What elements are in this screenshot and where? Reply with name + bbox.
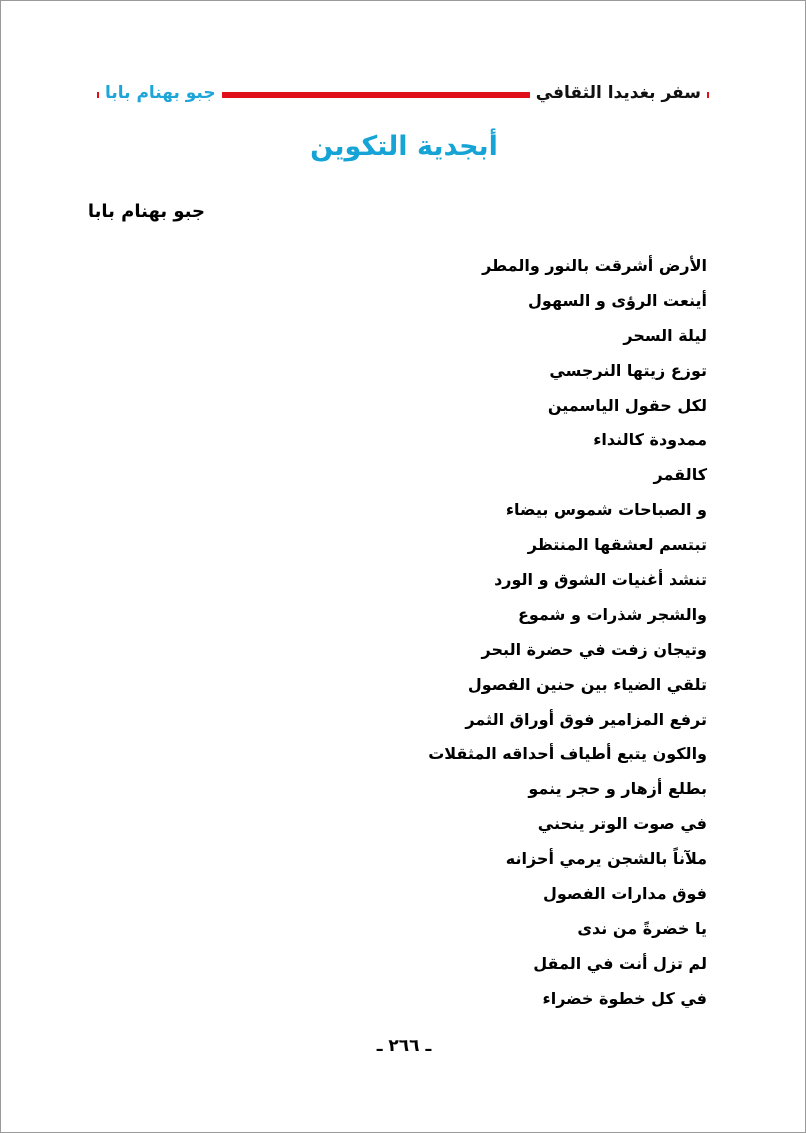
poem-line: تنشد أغنيات الشوق و الورد xyxy=(494,570,707,590)
header-book-title: سفر بغديدا الثقافي xyxy=(530,81,707,105)
poem-line: في كل خطوة خضراء xyxy=(542,988,707,1008)
poem-title: أبجدية التكوين xyxy=(310,131,498,162)
poem-line: لم تزل أنت في المقل xyxy=(533,953,707,973)
poem-line: تبتسم لعشقها المنتظر xyxy=(527,535,707,555)
poem-line: ترفع المزامير فوق أوراق الثمر xyxy=(465,709,707,729)
poem-line: فوق مدارات الفصول xyxy=(542,884,707,904)
poem-line: لكل حقول الياسمين xyxy=(547,395,707,415)
poem-lines xyxy=(287,249,707,1017)
running-header xyxy=(97,81,709,105)
poem-line: والكون يتبع أطياف أحداقه المثقلات xyxy=(428,744,707,764)
poem-line: تلقي الضياء بين حنين الفصول xyxy=(467,674,707,694)
poem-line: يا خضرةً من ندى xyxy=(577,918,707,938)
poem-line: ليلة السحر xyxy=(623,325,707,345)
poem-line: ممدودة كالنداء xyxy=(593,430,707,450)
poem-line: وتيجان زفت في حضرة البحر xyxy=(481,639,707,659)
poem-line: بطلع أزهار و حجر ينمو xyxy=(528,779,707,799)
poem-line: أينعت الرؤى و السهول xyxy=(528,290,707,310)
poem-line: توزع زيتها النرجسي xyxy=(549,360,707,380)
poem-line: في صوت الوتر ينحني xyxy=(537,814,707,834)
poem-line: و الصباحات شموس بيضاء xyxy=(505,500,707,520)
poem-line: ملآناً بالشجن يرمي أحزانه xyxy=(505,849,707,869)
poem-line: والشجر شذرات و شموع xyxy=(517,604,707,624)
header-author-name: جبو بهنام بابا xyxy=(99,81,222,105)
poem-line: الأرض أشرقت بالنور والمطر xyxy=(482,256,707,275)
poem-author: جبو بهنام بابا xyxy=(87,201,205,222)
page-number: ـ ٢٦٦ ـ xyxy=(376,1036,432,1056)
poem-line: كالقمر xyxy=(653,465,707,485)
